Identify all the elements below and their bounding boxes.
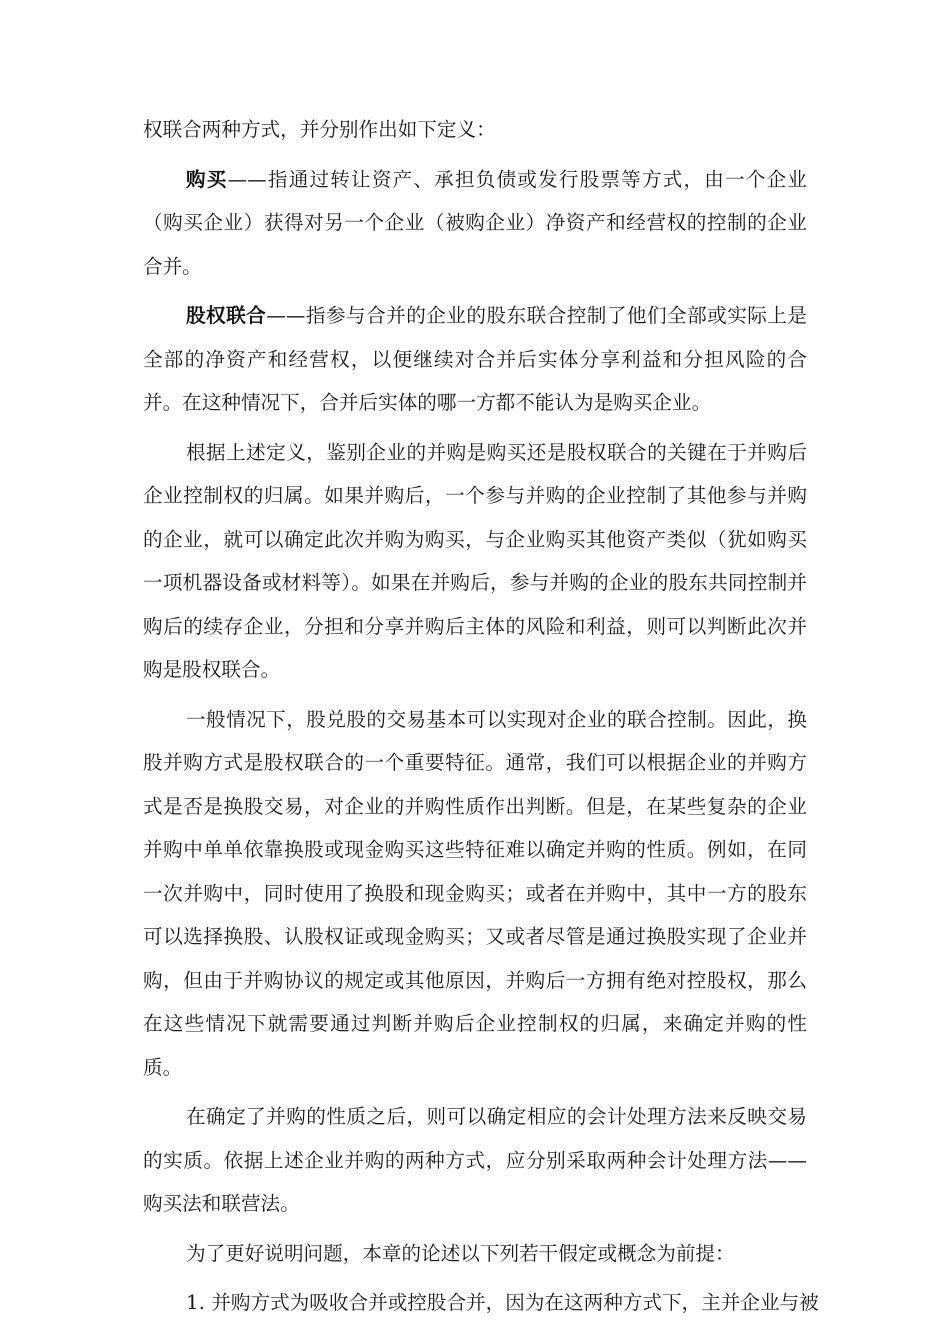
definition-pooling-text: ——指参与合并的企业的股东联合控制了他们全部或实际上是全部的净资产和经营权，以便继续对合并后实体分享利益和分担风险的合并。在这种情况下，合并后实体的哪一方都不能认为是购买企业。	[143, 304, 807, 414]
list-item-1	[143, 1281, 819, 1325]
document-page	[143, 108, 819, 1325]
list-item-text: 并购方式为吸收合并或控股合并，因为在这两种方式下，主并企业与被	[211, 1291, 819, 1314]
definition-purchase-text: ——指通过转让资产、承担负债或发行股票等方式，由一个企业（购买企业）获得对另一个企业（被购企业）净资产和经营权的控制的企业合并。	[143, 167, 808, 278]
paragraph-assumptions-intro: 为了更好说明问题，本章的论述以下列若干假定或概念为前提：	[186, 1241, 735, 1265]
paragraph-control-criterion: 根据上述定义，鉴别企业的并购是购买还是股权联合的关键在于并购后企业控制权的归属。如果并购后，一个参与并购的企业控制了其他参与并购的企业，就可以确定此次并购为购买，与企业购买其他资产类似（犹如购买一项机器设备或材料等）。如果在并购后，参与并购的企业的股东共同控制并购后的续存企业，分担和分享并购后主体的风险和利益，则可以判断此次并购是股权联合。	[143, 440, 807, 681]
paragraph-accounting-methods: 在确定了并购的性质之后，则可以确定相应的会计处理方法来反映交易的实质。依据上述企业并购的两种方式，应分别采取两种会计处理方法——购买法和联营法。	[143, 1105, 807, 1215]
paragraph-definition-purchase	[143, 158, 807, 289]
paragraph-definition-pooling	[143, 294, 807, 425]
term-purchase: 购买	[186, 167, 228, 191]
paragraph-share-exchange: 一般情况下，股兑股的交易基本可以实现对企业的联合控制。因此，换股并购方式是股权联合的一个重要特征。通常，我们可以根据企业的并购方式是否是换股交易，对企业的并购性质作出判断。但是，在某些复杂的企业并购中单单依靠换股或现金购买这些特征难以确定并购的性质。例如，在同一次并购中，同时使用了换股和现金购买；或者在并购中，其中一方的股东可以选择换股、认股权证或现金购买；又或者尽管是通过换股实现了企业并购，但由于并购协议的规定或其他原因，并购后一方拥有绝对控股权，那么在这些情况下就需要通过判断并购后企业控制权的归属，来确定并购的性质。	[143, 707, 807, 1079]
term-pooling: 股权联合	[186, 304, 267, 327]
paragraph-intro: 权联合两种方式，并分别作出如下定义：	[143, 118, 496, 141]
list-number: 1.	[186, 1290, 206, 1314]
